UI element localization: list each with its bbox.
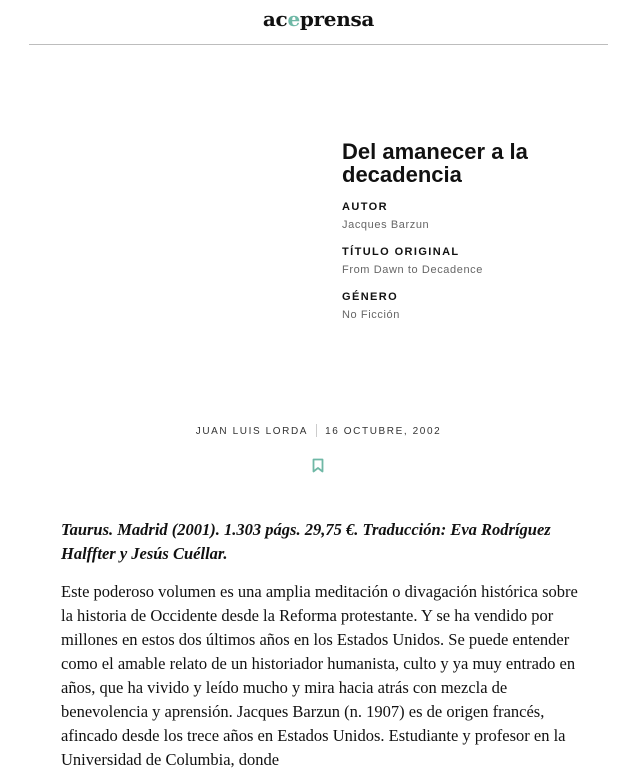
header-divider [29,44,608,45]
article-content [61,518,581,772]
logo-text-pre: ac [262,7,288,31]
author-value[interactable]: Jacques Barzun [342,219,430,231]
logo-text-post: prensa [299,7,375,31]
byline-author[interactable]: JUAN LUIS LORDA [195,426,309,438]
byline [0,424,637,439]
site-logo[interactable] [0,7,637,31]
bookmark-icon-graphic [312,458,324,473]
original-title-label: TÍTULO ORIGINAL [342,246,460,258]
article-lead: Taurus. Madrid (2001). 1.303 págs. 29,75 €. Traducción: Eva Rodríguez Halffter y Jesús Cuéllar. [61,520,551,563]
book-info [342,140,612,321]
logo-text-accent: e [287,7,300,31]
byline-date: 16 OCTUBRE, 2002 [325,426,442,438]
bookmark-icon[interactable] [312,458,324,473]
site-header [0,0,637,44]
article-body: Este poderoso volumen es una amplia meditación o divagación histórica sobre la historia de Occidente desde la Reforma protestante. Y se ha vendido por millones en estos dos últimos años en los Estados Unidos. Se puede entender como el amable relato de un historiador humanista, culto y ya muy entrado en años, que ha vivido y leído mucho y mira hacia atrás con mezcla de benevolencia y aprensión. Jacques Barzun (n. 1907) es de origen francés, afincado desde los trece años en Estados Unidos. Estudiante y profesor en la Universidad de Columbia, donde [61,582,578,769]
genre-label: GÉNERO [342,291,399,303]
byline-separator [316,424,317,437]
book-title: Del amanecer a la decadencia [342,139,528,187]
genre-value[interactable]: No Ficción [342,309,400,321]
original-title-value: From Dawn to Decadence [342,264,483,276]
author-label: AUTOR [342,201,388,213]
